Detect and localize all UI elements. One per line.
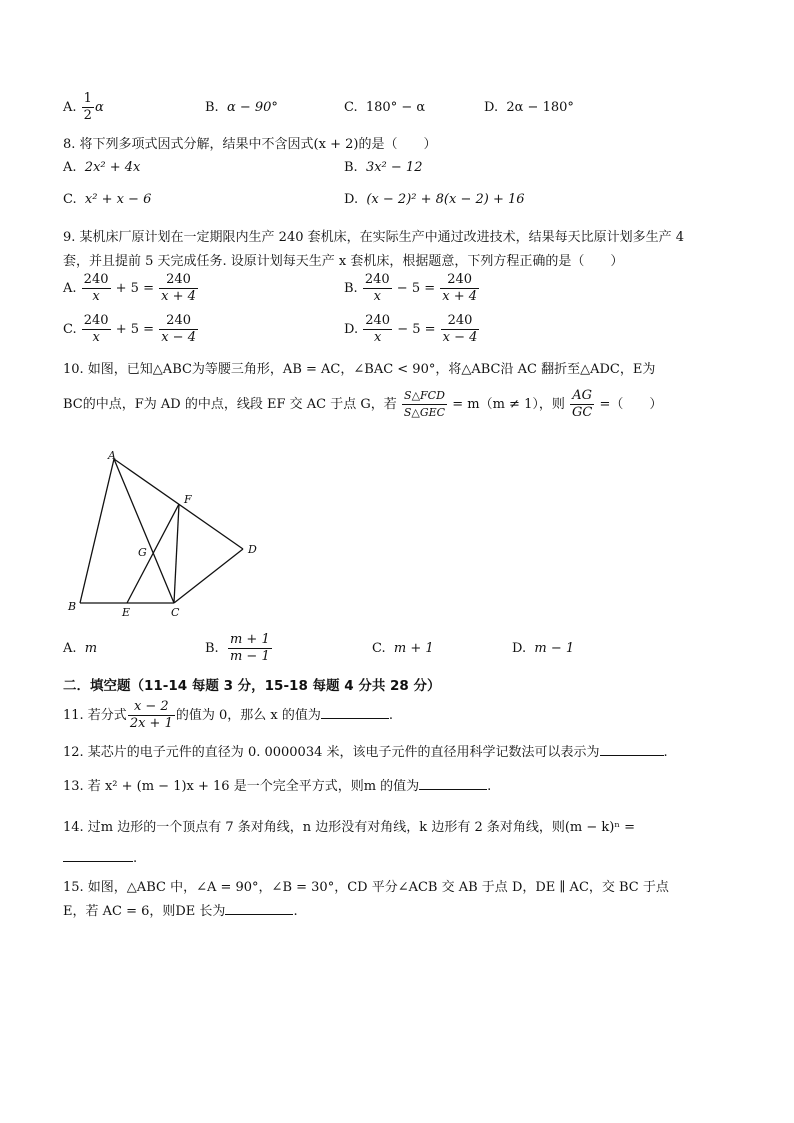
q14: 14. 过m 边形的一个顶点有 7 条对角线，n 边形没有对角线，k 边形有 2 条对角线，则(m − k)ⁿ = <box>63 820 636 835</box>
q15-line2: E，若 AC = 6，则DE 长为 . <box>63 904 298 919</box>
section-heading: 二．填空题（11-14 每题 3 分，15-18 每题 4 分共 28 分） <box>63 678 441 694</box>
q10-stem-line2: BC的中点，F为 AD 的中点，线段 EF 交 AC 于点 G，若 $\frac{\text{S△FCD}}{\text{S△GEC}}$ = m（m ≠ 1），则 $\frac{AG}{GC}$ =（ ） <box>63 388 663 420</box>
q7-option-b: B. α − 90° <box>205 100 278 115</box>
label-d: D <box>248 543 257 556</box>
q11: 11. 若分式 $\frac{x - 2}{2x + 1}$ 的值为 0，那么 x 的值为 . <box>63 699 393 731</box>
q7-option-a-fraction: $\frac{1}{2}$ <box>83 91 92 123</box>
area-ratio-fraction: $\frac{\text{S△FCD}}{\text{S△GEC}}$ <box>403 389 446 419</box>
label-f: F <box>184 493 192 506</box>
segment-ef <box>127 504 179 603</box>
answer-blank[interactable] <box>225 902 293 915</box>
q15-line1: 15. 如图，△ABC 中，∠A = 90°，∠B = 30°，CD 平分∠ACB 交 AB 于点 D，DE ∥ AC，交 BC 于点 <box>63 880 669 895</box>
q11-fraction: $\frac{x - 2}{2x + 1}$ <box>129 699 173 731</box>
q8-option-d: D. (x − 2)² + 8(x − 2) + 16 <box>344 192 525 207</box>
q10-option-c: C. m + 1 <box>372 641 434 656</box>
q8-option-a: A. 2x² + 4x <box>63 160 141 175</box>
q8-stem: 8. 将下列多项式因式分解，结果中不含因式(x + 2)的是（ ） <box>63 137 437 152</box>
q10-stem-line1: 10. 如图，已知△ABC为等腰三角形，AB = AC，∠BAC < 90°，将△ABC沿 AC 翻折至△ADC，E为 <box>63 362 656 377</box>
label-a: A <box>108 449 116 462</box>
label-c: C <box>171 606 180 619</box>
q9-stem-line2: 套，并且提前 5 天完成任务. 设原计划每天生产 x 套机床，根据题意，下列方程正确的是（ ） <box>63 254 624 269</box>
q14-answer: . <box>63 849 137 866</box>
answer-blank[interactable] <box>600 743 664 756</box>
q9-option-d: D. $\frac{240}{x}$ − 5 = $\frac{240}{x - 4}$ <box>344 313 478 345</box>
q10-option-a: A. m <box>63 641 98 656</box>
q9-option-c: C. $\frac{240}{x}$ + 5 = $\frac{240}{x - 4}$ <box>63 313 196 345</box>
label-g: G <box>138 546 147 559</box>
answer-blank[interactable] <box>321 706 389 719</box>
q13: 13. 若 x² + (m − 1)x + 16 是一个完全平方式，则m 的值为 . <box>63 779 492 794</box>
q7-option-a-label: A. <box>63 100 77 115</box>
q8-option-b: B. 3x² − 12 <box>344 160 423 175</box>
q10-option-d: D. m − 1 <box>512 641 575 656</box>
q10-option-b: B. $\frac{m + 1}{m - 1}$ <box>205 632 270 664</box>
q9-option-b: B. $\frac{240}{x}$ − 5 = $\frac{240}{x + 4}$ <box>344 272 478 304</box>
triangle-figure <box>60 445 270 620</box>
q8-option-c: C. x² + x − 6 <box>63 192 152 207</box>
label-e: E <box>122 606 131 619</box>
q7-option-c: C. 180° − α <box>344 100 426 115</box>
q9-stem-line1: 9. 某机床厂原计划在一定期限内生产 240 套机床，在实际生产中通过改进技术，结果每天比原计划多生产 4 <box>63 230 685 245</box>
label-b: B <box>68 600 77 613</box>
segment-cd <box>174 549 243 603</box>
q7-option-a: A. $\frac{1}{2}$ α <box>63 91 104 123</box>
answer-blank[interactable] <box>419 777 487 790</box>
q9-option-a: A. $\frac{240}{x}$ + 5 = $\frac{240}{x + 4}$ <box>63 272 196 304</box>
ag-gc-fraction: $\frac{AG}{GC}$ <box>572 388 593 420</box>
answer-blank[interactable] <box>63 849 133 862</box>
segment-cf <box>174 504 179 603</box>
segment-ab <box>80 459 114 603</box>
q12: 12. 某芯片的电子元件的直径为 0. 0000034 米，该电子元件的直径用科学记数法可以表示为 . <box>63 745 668 760</box>
q7-option-d: D. 2α − 180° <box>484 100 574 115</box>
